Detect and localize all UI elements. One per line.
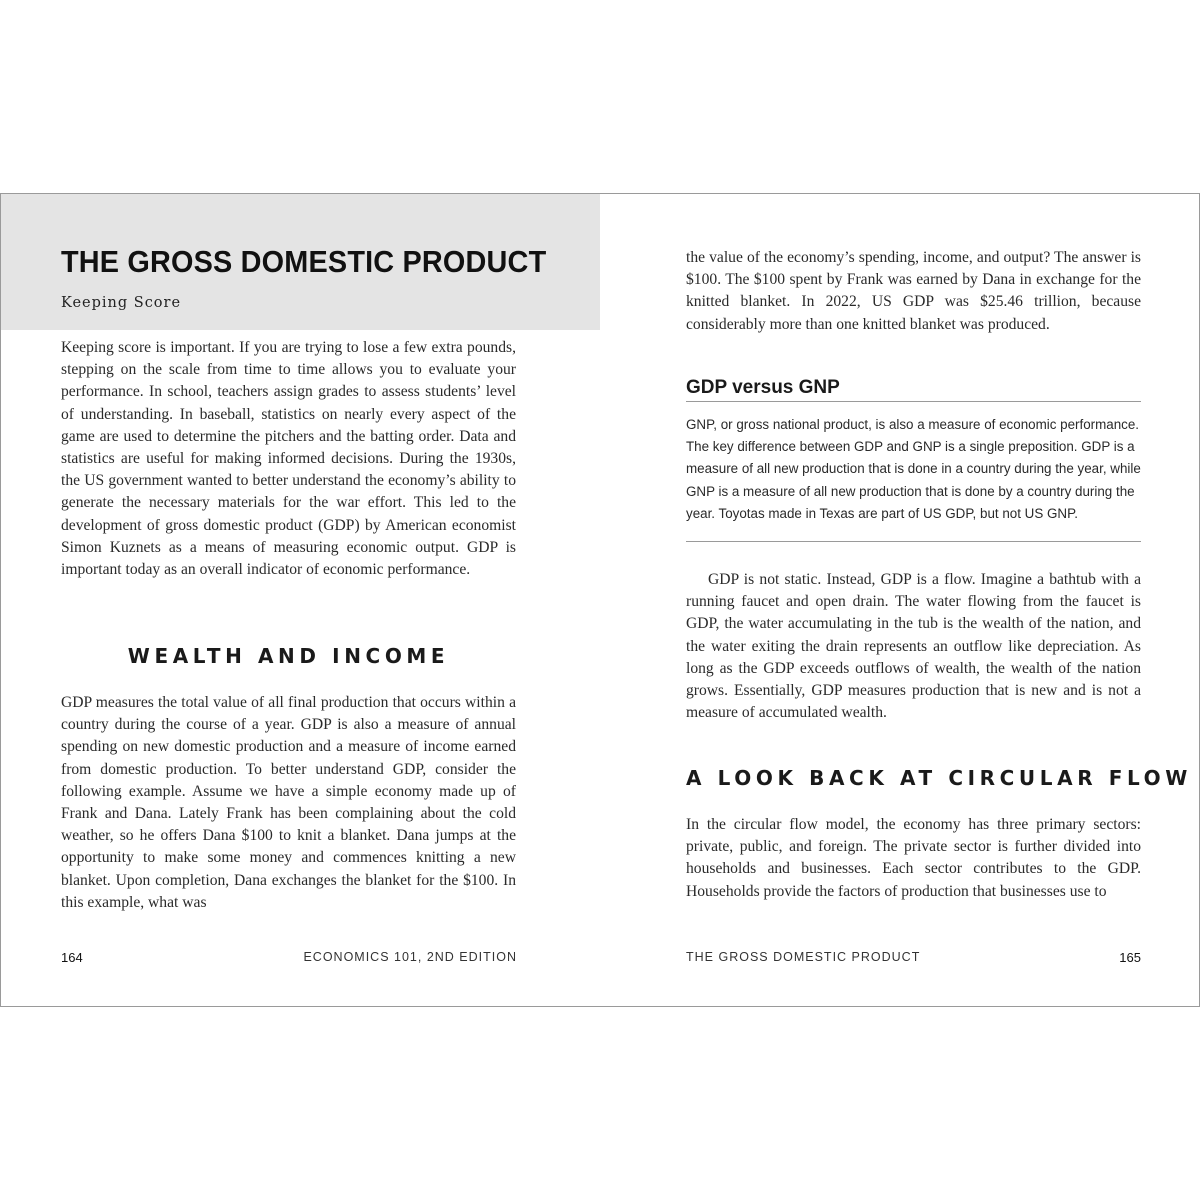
- chapter-title: THE GROSS DOMESTIC PRODUCT: [61, 244, 547, 279]
- left-page: [1, 194, 600, 1006]
- section-heading-wealth-income: WEALTH AND INCOME: [127, 644, 450, 668]
- book-spread: [0, 193, 1200, 1007]
- circular-flow-paragraph: In the circular flow model, the economy has three primary sectors: private, public, and foreign. The private sector is further divided into households and businesses. Each sector contributes to the GDP. Households provide the factors of production that businesses use to: [686, 816, 1141, 900]
- intro-paragraph: Keeping score is important. If you are trying to lose a few extra pounds, stepping on the scale from time to time allows you to evaluate your performance. In school, teachers assign grades to assess students’ level of understanding. In baseball, statistics on nearly every aspect of the game are used to determine the pitchers and the batting order. Data and statistics are useful for making informed decisions. During the 1930s, the US government wanted to better understand the economy’s ability to generate the necessary materials for the war effort. This led to the development of gross domestic product (GDP) by American economist Simon Kuznets as a means of measuring economic output. GDP is important today as an overall indicator of economic performance.: [61, 339, 516, 579]
- sidebar-body: GNP, or gross national product, is also a measure of economic performance. The key difference between GDP and GNP is a single preposition. GDP is a measure of all new production that is done in a country during the year, while GNP is a measure of all new production that is done by a country during the year. Toyotas made in Texas are part of US GDP, but not US GNP.: [686, 417, 1141, 521]
- section-heading-circular-flow: A LOOK BACK AT CIRCULAR FLOW: [686, 766, 1192, 790]
- running-footer-right: THE GROSS DOMESTIC PRODUCT: [686, 950, 921, 964]
- page-number-left: 164: [61, 950, 83, 965]
- flow-paragraph: GDP is not static. Instead, GDP is a flow. Imagine a bathtub with a running faucet and open drain. The water flowing from the faucet is GDP, the water accumulating in the tub is the wealth of the nation, and the water exiting the drain represents an outflow like depreciation. As long as the GDP exceeds outflows of wealth, the wealth of the nation grows. Essentially, GDP measures production that is new and is not a measure of accumulated wealth.: [686, 571, 1141, 722]
- chapter-subtitle: Keeping Score: [61, 295, 182, 311]
- continued-paragraph: the value of the economy’s spending, income, and output? The answer is $100. The $100 spent by Frank was earned by Dana in exchange for the knitted blanket. In 2022, US GDP was $25.46 trillion, because considerably more than one knitted blanket was produced.: [686, 249, 1141, 333]
- sidebar-divider: [686, 541, 1141, 542]
- right-page: [600, 194, 1199, 1006]
- running-footer-left: ECONOMICS 101, 2ND EDITION: [303, 950, 517, 964]
- page-number-right: 165: [1119, 950, 1141, 965]
- chapter-title-block: [1, 194, 600, 330]
- wealth-income-paragraph: GDP measures the total value of all final production that occurs within a country during the course of a year. GDP is also a measure of annual spending on new domestic production and a measure of income earned from domestic production. To better understand GDP, consider the following example. Assume we have a simple economy made up of Frank and Dana. Lately Frank has been complaining about the cold weather, so he offers Dana $100 to knit a blanket. Dana jumps at the opportunity to make some money and commences knitting a new blanket. Upon completion, Dana exchanges the blanket for the $100. In this example, what was: [61, 694, 516, 911]
- sidebar-heading: GDP versus GNP: [686, 377, 1141, 402]
